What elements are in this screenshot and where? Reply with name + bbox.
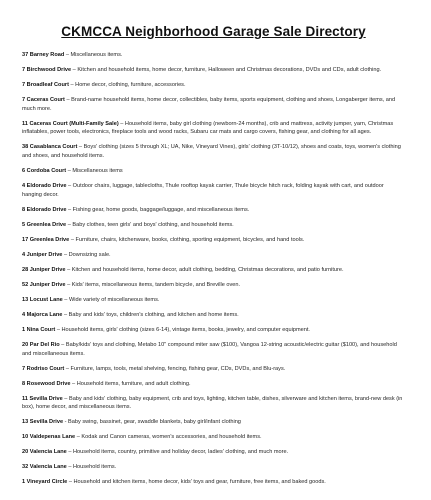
list-item xyxy=(22,463,405,472)
sale-description: – Home decor, clothing, furniture, accessories. xyxy=(68,82,186,88)
sale-address: 7 Rodriso Court xyxy=(22,365,65,372)
sale-description: – Household and kitchen items, home decor, kids' toys and gear, furniture, free items, and baked goods. xyxy=(67,479,326,486)
sale-description: – Kids' items, miscellaneous items, tandem bicycle, and Breville oven. xyxy=(65,281,241,288)
list-item xyxy=(22,326,405,335)
sale-description: – Outdoor chairs, luggage, tablecloths, Thule rooftop kayak carrier, Thule bicycle hitch rack, folding kayak with cart, and outdoor hanging decor. xyxy=(22,183,384,198)
sale-address: 10 Valdepenas Lane xyxy=(22,434,76,441)
sale-address: 6 Cordoba Court xyxy=(22,168,67,175)
sale-description: – Baby and kids' toys, children's clothing, and kitchen and home items. xyxy=(62,311,239,318)
sale-address: 11 Caceras Court (Multi-Family Sale) xyxy=(22,120,119,127)
sale-description: – Furniture, chairs, kitchenware, books, clothing, sporting equipment, bicycles, and hand tools. xyxy=(69,236,305,243)
sale-address: 4 Juniper Drive xyxy=(22,251,63,258)
sale-description: – Household items, girls' clothing (sizes 6-14), vintage items, books, jewelry, and computer equipment. xyxy=(55,326,310,333)
list-item xyxy=(22,143,405,160)
list-item xyxy=(22,120,405,137)
list-item xyxy=(22,182,405,199)
list-item xyxy=(22,311,405,320)
sale-address: 7 Birchwood Drive xyxy=(22,67,72,73)
sale-address: 1 Vineyard Circle xyxy=(22,479,68,486)
list-item xyxy=(22,96,405,113)
sale-description: – Kodak and Canon cameras, women's accessories, and household items. xyxy=(75,434,262,441)
sale-address: 11 Sevilla Drive xyxy=(22,395,63,402)
sale-address: 8 Eldorado Drive xyxy=(22,206,67,213)
sale-address: 1 Nina Court xyxy=(22,326,56,333)
list-item xyxy=(22,433,405,442)
sale-address: 4 Eldorado Drive xyxy=(22,183,67,190)
sale-address: 32 Valencia Lane xyxy=(22,464,67,471)
list-item xyxy=(22,296,405,305)
list-item xyxy=(22,341,405,358)
sale-description: – Household items, baby girl clothing (newborn-24 months), crib and mattress, activity jumper, yarn, Christmas inflatables, power tools, electronics, fireplace tools and wood racks, Subaru car mats and cargo covers, fishing gear, and clothing for all ages. xyxy=(22,120,394,136)
sale-description: – Household items, furniture, and adult clothing. xyxy=(70,380,191,387)
sale-description: – Household items. xyxy=(66,464,117,471)
sale-address: 37 Barney Road xyxy=(22,52,65,58)
sale-address: 38 Casablanca Court xyxy=(22,144,78,151)
list-item xyxy=(22,251,405,260)
sale-description: – Kitchen and household items, home decor, furniture, Halloween and Christmas decorations, DVDs and CDs, adult clothing. xyxy=(71,67,382,73)
list-item xyxy=(22,395,405,412)
sale-address: 5 Greenlea Drive xyxy=(22,221,67,228)
sale-description: – Downsizing sale. xyxy=(62,251,111,258)
sale-description: – Brand-name household items, home decor, collectibles, baby items, sports equipment, clothing and shoes, Longaberger items, and much more. xyxy=(22,97,396,112)
list-item xyxy=(22,51,405,60)
page-title: CKMCCA Neighborhood Garage Sale Directory xyxy=(61,24,366,39)
sale-address: 8 Rosewood Drive xyxy=(22,380,71,387)
sale-description: – Furniture, lamps, tools, metal shelving, fencing, fishing gear, CDs, DVDs, and Blu-rays. xyxy=(64,365,286,372)
sale-address: 7 Broadleaf Court xyxy=(22,82,69,88)
sale-address: 13 Sevilla Drive xyxy=(22,419,64,426)
sale-list xyxy=(22,51,405,487)
sale-description: – Kitchen and household items, home decor, adult clothing, bedding, Christmas decorations, and patio furniture. xyxy=(65,266,344,273)
sale-address: 13 Locust Lane xyxy=(22,296,63,303)
list-item xyxy=(22,221,405,230)
list-item xyxy=(22,206,405,215)
list-item xyxy=(22,448,405,457)
sale-description: – Fishing gear, home goods, baggage/luggage, and miscellaneous items. xyxy=(66,206,250,213)
sale-address: 20 Par Del Rio xyxy=(22,341,60,348)
list-item xyxy=(22,418,405,427)
list-item xyxy=(22,66,405,75)
sale-description: – Baby clothes, teen girls' and boys' clothing, and household items. xyxy=(66,221,234,228)
list-item xyxy=(22,266,405,275)
list-item xyxy=(22,236,405,245)
list-item xyxy=(22,478,405,487)
sale-address: 20 Valencia Lane xyxy=(22,449,67,456)
list-item xyxy=(22,365,405,374)
sale-description: – Baby/kids' toys and clothing, Metabo 10" compound miter saw ($100), Vangoa 12-string acoustic/electric guitar ($100), and household and miscellaneous items. xyxy=(22,341,397,357)
sale-description: – Household items, country, primitive and holiday decor, ladies' clothing, and much more. xyxy=(66,449,289,456)
list-item xyxy=(22,167,405,176)
list-item xyxy=(22,281,405,290)
sale-address: 52 Juniper Drive xyxy=(22,281,66,288)
sale-address: 4 Majorca Lane xyxy=(22,311,63,318)
sale-description: – Wide variety of miscellaneous items. xyxy=(62,296,160,303)
list-item xyxy=(22,81,405,90)
sale-address: 7 Caceras Court xyxy=(22,97,65,103)
sale-address: 28 Juniper Drive xyxy=(22,266,66,273)
sale-description: – Miscellaneous items. xyxy=(64,52,123,58)
sale-description: - Baby swing, bassinet, gear, swaddle blankets, baby girl/infant clothing xyxy=(63,419,241,426)
sale-address: 17 Greenlea Drive xyxy=(22,236,70,243)
list-item xyxy=(22,380,405,389)
sale-description: – Boys' clothing (sizes 5 through XL; UA, Nike, Vineyard Vines), girls' clothing (3T-10/12), shoes and coats, toys, women's clothing and shoes, and household items. xyxy=(22,144,401,160)
sale-description: – Baby and kids' clothing, baby equipment, crib and toys, lighting, kitchen table, dishes, silverware and kitchen items, brand-new desk (in box), home decor, and miscellaneous items. xyxy=(22,395,403,411)
sale-description: – Miscellaneous items xyxy=(66,168,123,175)
